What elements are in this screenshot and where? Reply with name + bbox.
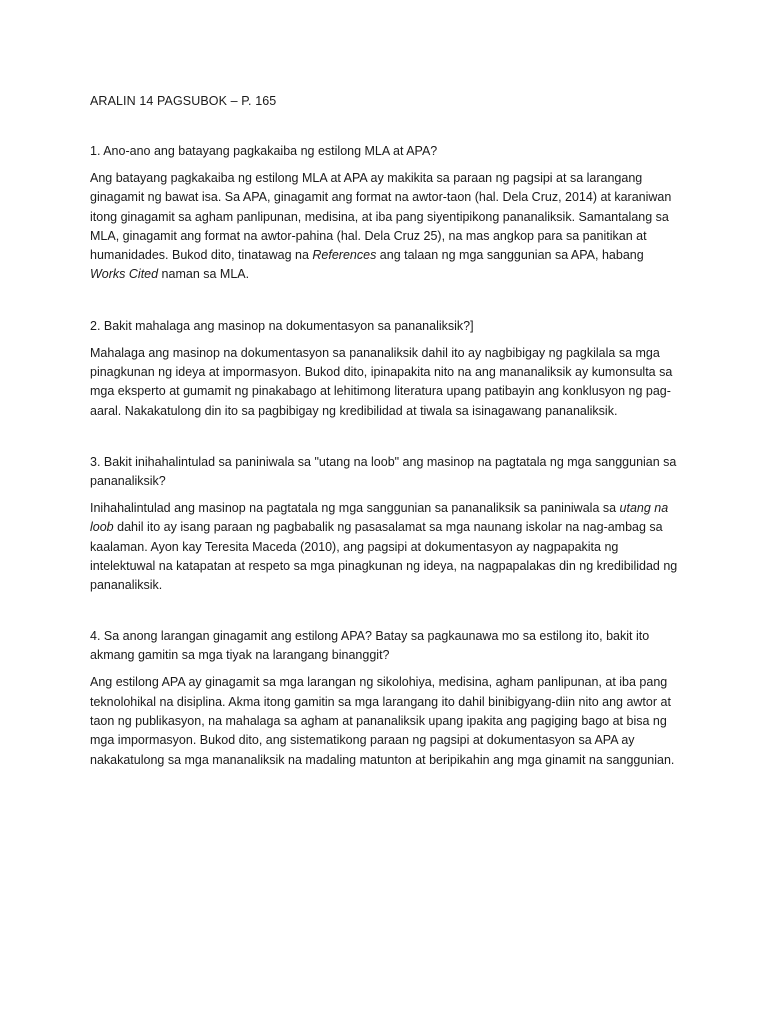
qa-item-1 [90,142,680,285]
question-4: 4. Sa anong larangan ginagamit ang estilong APA? Batay sa pagkaunawa mo sa estilong ito, bakit ito akmang gamitin sa mga tiyak na larangang binanggit? [90,629,650,663]
question-2: 2. Bakit mahalaga ang masinop na dokumentasyon sa pananaliksik?] [90,318,474,333]
answer-1 [90,169,680,285]
answer-4 [90,673,680,769]
answer-3-utang-na-loob: utang na loob [90,500,669,535]
answer-1-text-3: naman sa MLA. [158,267,250,282]
answer-3 [90,499,680,595]
question-1: 1. Ano-ano ang batayang pagkakaiba ng estilong MLA at APA? [90,144,438,158]
qa-item-4 [90,627,680,769]
answer-4-text: Ang estilong APA ay ginagamit sa mga larangan ng sikolohiya, medisina, agham panlipunan, at iba pang teknolohikal na disiplina. Akma itong gamitin sa mga larangang ito dahil binibigyang-diin nito ang awtor at taon ng publikasyon, na mahalaga sa agham at pananaliksik upang ipakita ang pagiging bago at bisa ng mga impormasyon. Bukod dito, ang sistematikong paraan ng pagsipi at dokumentasyon sa APA ay nakakatulong sa mga mananaliksik na madaling matunton at beripikahin ang mga ginamit na sanggunian. [90,675,675,767]
document-page [90,92,680,770]
answer-3-text: Inihahalintulad ang masinop na pagtatala ng mga sanggunian sa pananaliksik sa paniniwala sa [90,500,620,515]
qa-item-3 [90,453,680,595]
answer-2-text: Mahalaga ang masinop na dokumentasyon sa pananaliksik dahil ito ay nagbibigay ng pagkilala sa mga pinagkunan ng ideya at impormasyon. Bukod dito, ipinapakita nito na ang mananaliksik ay kumonsulta sa mga eksperto at gumamit ng pinakabago at lehitimong literatura upang patibayin ang konklusyon ng pag-aaral. Nakakatulong din ito sa pagbibigay ng kredibilidad at tiwala sa isinagawang pananaliksik. [90,345,673,418]
question-3: 3. Bakit inihahalintulad sa paniniwala sa "utang na loob" ang masinop na pagtatala ng mga sanggunian sa pananaliksik? [90,454,677,488]
answer-1-works-cited: Works Cited [90,267,159,282]
document-title: ARALIN 14 PAGSUBOK – P. 165 [90,94,277,108]
answer-1-text-2: ang talaan ng mga sanggunian sa APA, habang [376,248,644,263]
answer-3-text-2: dahil ito ay isang paraan ng pagbabalik ng pasasalamat sa mga naunang iskolar na nag-ambag sa kaalaman. Ayon kay Teresita Maceda (2010), ang pagsipi at dokumentasyon ay nagpapakita ng intelektuwal na katapatan at respeto sa mga pinagkunan ng ideya, na nagpapalakas din ng kredibilidad ng pananaliksik. [90,520,678,593]
qa-item-2 [90,317,680,421]
answer-2 [90,344,680,421]
answer-1-text: Ang batayang pagkakaiba ng estilong MLA at APA ay makikita sa paraan ng pagsipi at sa larangang ginagamit ng bawat isa. Sa APA, ginagamit ang format na awtor-taon (hal. Dela Cruz, 2014) at karaniwan itong ginagamit sa agham panlipunan, medisina, at iba pang siyentipikong pananaliksik. Samantalang sa MLA, ginagamit ang format na awtor-pahina (hal. Dela Cruz 25), na mas angkop para sa panitikan at humanidades. Bukod dito, tinatawag na [90,171,672,263]
answer-1-references: References [312,248,377,263]
